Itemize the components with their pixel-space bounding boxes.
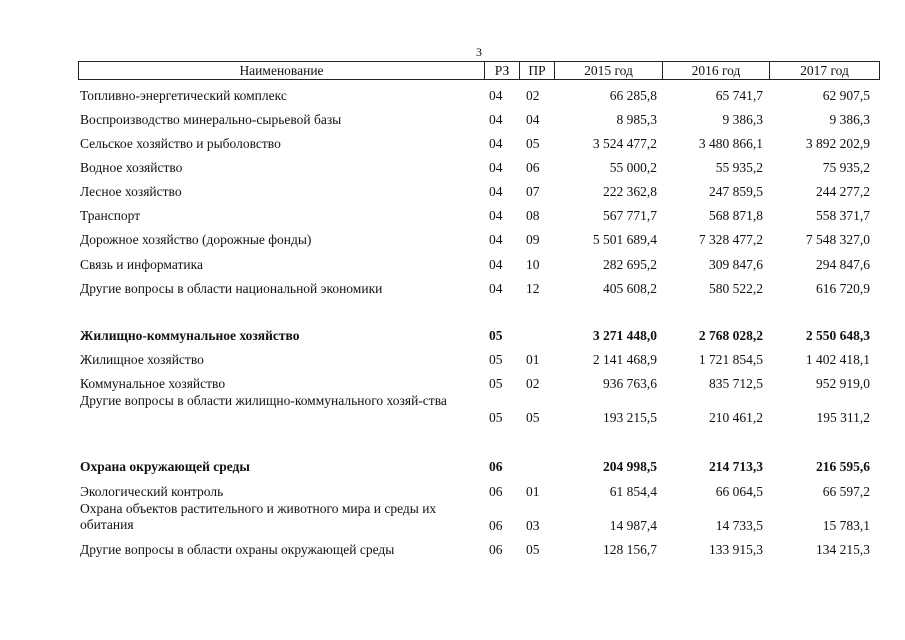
row-value-2016: 568 871,8 xyxy=(709,208,763,223)
row-value-2016: 66 064,5 xyxy=(715,484,763,499)
row-value-2017: 7 548 327,0 xyxy=(805,232,870,247)
row-value-2015: 14 987,4 xyxy=(609,518,657,533)
table-header xyxy=(78,61,880,80)
row-pr: 02 xyxy=(526,88,540,103)
row-value-2015: 222 362,8 xyxy=(603,184,657,199)
row-value-2017: 66 597,2 xyxy=(822,484,870,499)
row-rz: 04 xyxy=(489,281,503,296)
table-row xyxy=(80,280,880,298)
row-pr: 09 xyxy=(526,232,540,247)
row-pr: 05 xyxy=(526,542,540,557)
row-pr: 07 xyxy=(526,184,540,199)
row-value-2017: 616 720,9 xyxy=(816,281,870,296)
table-row xyxy=(80,159,880,177)
row-value-2016: 3 480 866,1 xyxy=(698,136,763,151)
row-value-2017: 216 595,6 xyxy=(816,459,870,474)
row-rz: 04 xyxy=(489,136,503,151)
row-value-2015: 936 763,6 xyxy=(603,376,657,391)
row-pr: 01 xyxy=(526,352,540,367)
row-name: Транспорт xyxy=(80,208,141,223)
row-name: Другие вопросы в области охраны окружающей среды xyxy=(80,542,395,557)
row-rz: 04 xyxy=(489,112,503,127)
row-value-2016: 55 935,2 xyxy=(715,160,763,175)
row-value-2017: 558 371,7 xyxy=(816,208,870,223)
row-name: Охрана окружающей среды xyxy=(80,459,250,474)
table-row xyxy=(80,351,880,369)
row-value-2015: 61 854,4 xyxy=(609,484,657,499)
row-name: Водное хозяйство xyxy=(80,160,183,175)
row-name: Топливно-энергетический комплекс xyxy=(80,88,287,103)
row-value-2015: 5 501 689,4 xyxy=(592,232,657,247)
table-row xyxy=(80,111,880,129)
table-row xyxy=(80,393,880,427)
row-value-2016: 1 721 854,5 xyxy=(698,352,763,367)
row-name: Экологический контроль xyxy=(80,484,224,499)
row-value-2015: 55 000,2 xyxy=(609,160,657,175)
row-pr: 02 xyxy=(526,376,540,391)
section-total-row xyxy=(80,327,880,345)
row-value-2016: 580 522,2 xyxy=(709,281,763,296)
header-2016: 2016 год xyxy=(662,62,769,79)
page-number: 3 xyxy=(476,45,482,59)
header-pr: ПР xyxy=(519,62,554,79)
row-value-2016: 9 386,3 xyxy=(722,112,763,127)
row-value-2017: 244 277,2 xyxy=(816,184,870,199)
row-pr: 10 xyxy=(526,257,540,272)
section-total-row xyxy=(80,458,880,476)
table-row xyxy=(80,183,880,201)
row-value-2015: 3 524 477,2 xyxy=(592,136,657,151)
row-value-2017: 9 386,3 xyxy=(829,112,870,127)
row-value-2017: 15 783,1 xyxy=(822,518,870,533)
row-pr: 01 xyxy=(526,484,540,499)
row-name: Лесное хозяйство xyxy=(80,184,182,199)
row-rz: 04 xyxy=(489,208,503,223)
row-pr: 12 xyxy=(526,281,540,296)
row-value-2015: 66 285,8 xyxy=(609,88,657,103)
table-row xyxy=(80,207,880,225)
row-value-2015: 128 156,7 xyxy=(603,542,657,557)
row-value-2015: 2 141 468,9 xyxy=(592,352,657,367)
row-name: Другие вопросы в области жилищно-коммунального хозяй-ства xyxy=(80,393,447,408)
row-rz: 05 xyxy=(489,352,503,367)
row-pr: 06 xyxy=(526,160,540,175)
row-rz: 04 xyxy=(489,160,503,175)
row-value-2015: 3 271 448,0 xyxy=(592,328,657,343)
row-name: Коммунальное хозяйство xyxy=(80,376,226,391)
row-name: Связь и информатика xyxy=(80,257,203,272)
row-value-2015: 405 608,2 xyxy=(603,281,657,296)
table-row xyxy=(80,135,880,153)
header-2015: 2015 год xyxy=(554,62,662,79)
row-value-2017: 1 402 418,1 xyxy=(805,352,870,367)
row-value-2017: 952 919,0 xyxy=(816,376,870,391)
row-value-2017: 134 215,3 xyxy=(816,542,870,557)
row-pr: 03 xyxy=(526,518,540,533)
row-rz: 04 xyxy=(489,184,503,199)
row-value-2016: 247 859,5 xyxy=(709,184,763,199)
table-row xyxy=(80,231,880,249)
row-value-2015: 204 998,5 xyxy=(603,459,657,474)
row-value-2017: 75 935,2 xyxy=(822,160,870,175)
row-value-2016: 7 328 477,2 xyxy=(698,232,763,247)
row-value-2016: 214 713,3 xyxy=(709,459,763,474)
table-row xyxy=(80,501,880,535)
row-value-2017: 2 550 648,3 xyxy=(805,328,870,343)
row-rz: 06 xyxy=(489,518,503,533)
row-value-2016: 835 712,5 xyxy=(709,376,763,391)
row-value-2017: 3 892 202,9 xyxy=(805,136,870,151)
row-rz: 05 xyxy=(489,376,503,391)
row-rz: 04 xyxy=(489,232,503,247)
row-name: Охрана объектов растительного и животного мира и среды их обитания xyxy=(80,501,437,532)
row-pr: 04 xyxy=(526,112,540,127)
row-value-2016: 309 847,6 xyxy=(709,257,763,272)
row-rz: 06 xyxy=(489,484,503,499)
row-value-2015: 282 695,2 xyxy=(603,257,657,272)
row-rz: 05 xyxy=(489,410,503,425)
row-rz: 04 xyxy=(489,88,503,103)
row-value-2015: 567 771,7 xyxy=(603,208,657,223)
table-row xyxy=(80,483,880,501)
header-2017: 2017 год xyxy=(769,62,879,79)
row-value-2017: 195 311,2 xyxy=(816,410,870,425)
row-name: Воспроизводство минерально-сырьевой базы xyxy=(80,112,342,127)
row-value-2017: 62 907,5 xyxy=(822,88,870,103)
row-value-2016: 2 768 028,2 xyxy=(698,328,763,343)
row-name: Другие вопросы в области национальной экономики xyxy=(80,281,383,296)
row-value-2015: 193 215,5 xyxy=(603,410,657,425)
row-rz: 04 xyxy=(489,257,503,272)
header-rz: РЗ xyxy=(484,62,519,79)
row-rz: 06 xyxy=(489,459,503,474)
row-value-2017: 294 847,6 xyxy=(816,257,870,272)
table-row xyxy=(80,87,880,105)
table-row xyxy=(80,256,880,274)
row-rz: 05 xyxy=(489,328,503,343)
table-row xyxy=(80,541,880,559)
row-pr: 05 xyxy=(526,136,540,151)
row-value-2016: 210 461,2 xyxy=(709,410,763,425)
row-name: Жилищно-коммунальное хозяйство xyxy=(80,328,300,343)
row-value-2015: 8 985,3 xyxy=(616,112,657,127)
row-pr: 08 xyxy=(526,208,540,223)
row-value-2016: 133 915,3 xyxy=(709,542,763,557)
row-rz: 06 xyxy=(489,542,503,557)
row-value-2016: 65 741,7 xyxy=(715,88,763,103)
row-name: Сельское хозяйство и рыболовство xyxy=(80,136,281,151)
row-value-2016: 14 733,5 xyxy=(715,518,763,533)
header-name: Наименование xyxy=(239,63,324,78)
row-pr: 05 xyxy=(526,410,540,425)
row-name: Дорожное хозяйство (дорожные фонды) xyxy=(80,232,312,247)
table-row xyxy=(80,375,880,393)
row-name: Жилищное хозяйство xyxy=(80,352,204,367)
